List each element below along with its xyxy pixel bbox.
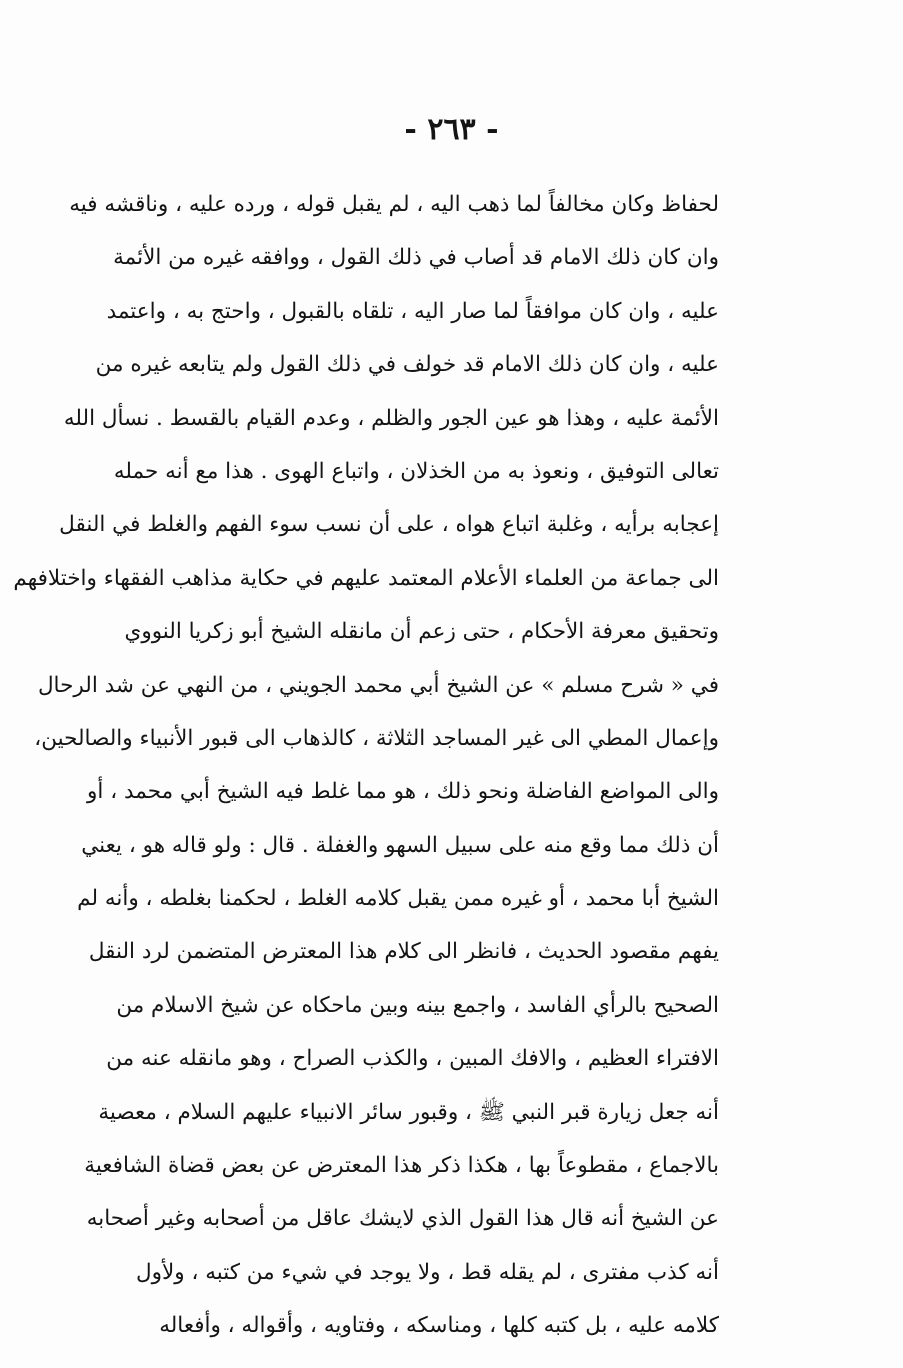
text-line: لحفاظ وكان مخالفاً لما ذهب اليه ، لم يقبل قوله ، ورده عليه ، وناقشه فيه [69, 192, 719, 217]
text-line: كلامه عليه ، بل كتبه كلها ، ومناسكه ، وفتاويه ، وأقواله ، وأفعاله [159, 1313, 719, 1339]
text-line: الصحيح بالرأي الفاسد ، واجمع بينه وبين ماحكاه عن شيخ الاسلام من [116, 992, 719, 1018]
text-line: إعجابه برأيه ، وغلبة اتباع هواه ، على أن نسب سوء الفهم والغلط في النقل [59, 512, 719, 538]
text-line: الشيخ أبا محمد ، أو غيره ممن يقبل كلامه الغلط ، لحكمنا بغلطه ، وأنه لم [77, 886, 719, 912]
text-line: في « شرح مسلم » عن الشيخ أبي محمد الجويني ، من النهي عن شد الرحال [37, 672, 719, 698]
text-line: تعالى التوفيق ، ونعوذ به من الخذلان ، واتباع الهوى . هذا مع أنه حمله [113, 458, 719, 484]
text-line: أنه كذب مفترى ، لم يقله قط ، ولا يوجد في شيء من كتبه ، ولأول [135, 1259, 719, 1285]
text-line: والى المواضع الفاضلة ونحو ذلك ، هو مما غلط فيه الشيخ أبي محمد ، أو [87, 779, 719, 805]
body-text [13, 178, 719, 1353]
text-line: وتحقيق معرفة الأحكام ، حتى زعم أن مانقله الشيخ أبو زكريا النووي [124, 619, 719, 645]
text-line: الى جماعة من العلماء الأعلام المعتمد عليهم في حكاية مذاهب الفقهاء واختلافهم [13, 565, 719, 591]
text-line: الافتراء العظيم ، والافك المبين ، والكذب الصراح ، وهو مانقله عنه من [106, 1046, 719, 1072]
text-line: يفهم مقصود الحديث ، فانظر الى كلام هذا المعترض المتضمن لرد النقل [88, 939, 719, 965]
text-line: وان كان ذلك الامام قد أصاب في ذلك القول ، ووافقه غيره من الأئمة [113, 245, 719, 271]
text-line: بالاجماع ، مقطوعاً بها ، هكذا ذكر هذا المعترض عن بعض قضاة الشافعية [84, 1153, 719, 1179]
text-line: الأئمة عليه ، وهذا هو عين الجور والظلم ، وعدم القيام بالقسط . نسأل الله [63, 405, 719, 431]
text-line: عليه ، وان كان ذلك الامام قد خولف في ذلك القول ولم يتابعه غيره من [95, 352, 719, 378]
text-line: عليه ، وان كان موافقاً لما صار اليه ، تلقاه بالقبول ، واحتج به ، واعتمد [106, 298, 719, 324]
text-line: أن ذلك مما وقع منه على سبيل السهو والغفلة . قال : ولو قاله هو ، يعني [81, 832, 719, 858]
text-line: عن الشيخ أنه قال هذا القول الذي لايشك عاقل من أصحابه وغير أصحابه [86, 1206, 719, 1232]
text-line: أنه جعل زيارة قبر النبي ﷺ ، وقبور سائر الانبياء عليهم السلام ، معصية [98, 1099, 719, 1125]
text-line: وإعمال المطي الى غير المساجد الثلاثة ، كالذهاب الى قبور الأنبياء والصالحين، [34, 725, 719, 751]
page-number: - ٢٦٣ - [404, 112, 499, 147]
